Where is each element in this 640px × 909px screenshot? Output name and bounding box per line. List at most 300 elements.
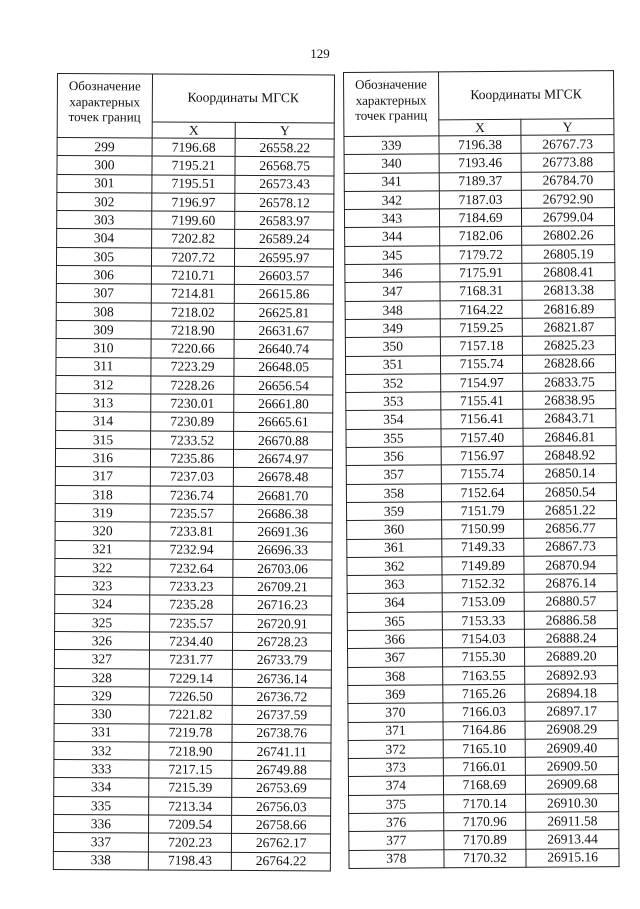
y-coordinate-cell: 26762.17	[232, 834, 331, 853]
x-coordinate-cell: 7229.14	[149, 669, 233, 688]
x-coordinate-cell: 7184.69	[439, 208, 522, 227]
x-coordinate-cell: 7234.40	[149, 632, 233, 651]
x-coordinate-cell: 7226.50	[149, 687, 233, 706]
table-row	[56, 320, 333, 340]
y-coordinate-cell: 26595.97	[235, 248, 334, 267]
x-coordinate-cell: 7209.54	[148, 815, 232, 834]
point-number-cell: 331	[54, 723, 149, 742]
y-coordinate-cell: 26799.04	[522, 208, 615, 227]
table-row	[56, 412, 333, 432]
y-coordinate-cell: 26625.81	[235, 303, 334, 322]
y-coordinate-cell: 26738.76	[232, 724, 331, 743]
point-number-cell: 342	[344, 191, 439, 210]
y-coordinate-cell: 26665.61	[234, 413, 333, 432]
y-coordinate-cell: 26909.68	[526, 775, 619, 794]
y-column-header: Y	[521, 119, 614, 136]
point-number-cell: 373	[348, 758, 443, 777]
x-coordinate-cell: 7230.89	[150, 412, 234, 431]
table-row	[347, 629, 617, 649]
x-coordinate-cell: 7156.97	[441, 446, 524, 465]
table-row	[345, 226, 615, 246]
x-coordinate-cell: 7235.86	[150, 449, 234, 468]
point-number-cell: 322	[55, 558, 150, 577]
y-coordinate-cell: 26583.97	[235, 212, 334, 231]
table-row	[54, 778, 331, 798]
x-coordinate-cell: 7218.90	[149, 742, 233, 761]
x-coordinate-cell: 7233.81	[150, 522, 234, 541]
point-number-cell: 338	[53, 851, 148, 870]
y-coordinate-cell: 26709.21	[233, 578, 332, 597]
x-coordinate-cell: 7232.94	[150, 541, 234, 560]
x-coordinate-cell: 7168.31	[440, 282, 523, 301]
table-row	[346, 391, 616, 411]
point-number-cell: 333	[54, 760, 149, 779]
point-number-cell: 324	[55, 595, 150, 614]
y-coordinate-cell: 26888.24	[525, 629, 618, 648]
x-coordinate-cell: 7175.91	[440, 263, 523, 282]
point-number-cell: 312	[56, 375, 151, 394]
y-coordinate-cell: 26805.19	[522, 244, 615, 263]
table-row	[57, 138, 334, 158]
x-coordinate-cell: 7164.86	[443, 721, 526, 740]
point-number-cell: 310	[56, 339, 151, 358]
table-row	[346, 409, 616, 429]
point-number-cell: 313	[56, 394, 151, 413]
y-coordinate-cell: 26825.23	[523, 336, 616, 355]
table-row	[57, 192, 334, 212]
y-coordinate-cell: 26886.58	[525, 610, 618, 629]
x-coordinate-cell: 7151.79	[441, 501, 524, 520]
y-coordinate-cell: 26833.75	[523, 372, 616, 391]
table-row	[344, 153, 614, 173]
table-row	[348, 647, 618, 667]
x-coordinate-cell: 7213.34	[148, 797, 232, 816]
table-row	[55, 503, 332, 523]
point-number-cell: 305	[56, 247, 151, 266]
x-coordinate-cell: 7235.57	[149, 614, 233, 633]
table-row	[56, 284, 333, 304]
point-number-cell: 306	[56, 266, 151, 285]
point-number-cell: 375	[349, 795, 444, 814]
x-coordinate-cell: 7189.37	[439, 172, 522, 191]
point-number-cell: 345	[345, 246, 440, 265]
table-row	[56, 339, 333, 359]
table-row	[344, 189, 614, 209]
x-coordinate-cell: 7218.02	[151, 303, 235, 322]
x-coordinate-cell: 7217.15	[149, 760, 233, 779]
y-coordinate-cell: 26792.90	[522, 189, 615, 208]
table-row	[347, 537, 617, 557]
x-coordinate-cell: 7166.01	[443, 757, 526, 776]
x-coordinate-cell: 7218.90	[151, 321, 235, 340]
x-coordinate-cell: 7170.96	[443, 812, 526, 831]
table-row	[54, 650, 331, 670]
x-coordinate-cell: 7193.46	[439, 154, 522, 173]
y-coordinate-cell: 26846.81	[523, 427, 616, 446]
x-coordinate-cell: 7235.28	[149, 595, 233, 614]
table-row	[347, 519, 617, 539]
table-row	[345, 263, 615, 283]
x-coordinate-cell: 7170.89	[444, 831, 527, 850]
y-coordinate-cell: 26880.57	[525, 592, 618, 611]
point-number-cell: 301	[57, 174, 152, 193]
y-coordinate-cell: 26870.94	[524, 555, 617, 574]
point-number-cell: 330	[54, 705, 149, 724]
x-coordinate-cell: 7155.74	[441, 465, 524, 484]
point-number-cell: 355	[346, 429, 441, 448]
page-number: 129	[310, 46, 330, 61]
point-number-cell: 360	[347, 520, 442, 539]
x-coordinate-cell: 7153.33	[442, 611, 525, 630]
x-coordinate-cell: 7233.23	[150, 577, 234, 596]
y-coordinate-cell: 26894.18	[525, 684, 618, 703]
y-coordinate-cell: 26910.30	[526, 793, 619, 812]
x-coordinate-cell: 7155.30	[442, 648, 525, 667]
point-number-cell: 377	[349, 831, 444, 850]
table-row	[56, 302, 333, 322]
table-body-right	[344, 135, 619, 869]
y-coordinate-cell: 26558.22	[235, 138, 334, 157]
point-number-cell: 367	[348, 648, 443, 667]
y-coordinate-cell: 26640.74	[234, 340, 333, 359]
x-coordinate-cell: 7150.99	[441, 519, 524, 538]
y-coordinate-cell: 26813.38	[522, 281, 615, 300]
table-row	[348, 738, 618, 758]
y-coordinate-cell: 26753.69	[232, 779, 331, 798]
x-coordinate-cell: 7228.26	[151, 376, 235, 395]
x-coordinate-cell: 7196.97	[152, 193, 236, 212]
point-number-cell: 300	[57, 156, 152, 175]
table-row	[346, 446, 616, 466]
point-number-cell: 376	[349, 813, 444, 832]
y-coordinate-cell: 26876.14	[524, 574, 617, 593]
y-coordinate-cell: 26678.48	[234, 468, 333, 487]
table-row	[347, 574, 617, 594]
x-coordinate-cell: 7154.97	[440, 373, 523, 392]
x-coordinate-cell: 7152.32	[442, 574, 525, 593]
x-coordinate-cell: 7179.72	[439, 245, 522, 264]
y-coordinate-cell: 26749.88	[232, 761, 331, 780]
y-coordinate-cell: 26728.23	[233, 632, 332, 651]
table-row	[54, 760, 331, 780]
x-coordinate-cell: 7237.03	[150, 467, 234, 486]
y-coordinate-cell: 26758.66	[232, 815, 331, 834]
y-coordinate-cell: 26648.05	[234, 358, 333, 377]
point-number-cell: 343	[344, 209, 439, 228]
y-coordinate-cell: 26736.14	[233, 669, 332, 688]
y-coordinate-cell: 26686.38	[234, 504, 333, 523]
x-coordinate-cell: 7157.40	[441, 428, 524, 447]
point-number-cell: 328	[54, 668, 149, 687]
table-row	[55, 449, 332, 469]
table-row	[54, 741, 331, 761]
y-coordinate-cell: 26909.50	[526, 757, 619, 776]
table-row	[56, 266, 333, 286]
table-row	[348, 720, 618, 740]
table-row	[344, 208, 614, 228]
y-coordinate-cell: 26838.95	[523, 391, 616, 410]
x-coordinate-cell: 7153.09	[442, 593, 525, 612]
x-coordinate-cell: 7196.38	[439, 135, 522, 154]
x-coordinate-cell: 7198.43	[148, 852, 232, 871]
point-designation-header: Обозначение характерных точек границ	[344, 72, 439, 137]
point-number-cell: 358	[346, 483, 441, 502]
x-coordinate-cell: 7215.39	[148, 778, 232, 797]
table-row	[54, 632, 331, 652]
table-row	[344, 171, 614, 191]
x-coordinate-cell: 7165.10	[443, 739, 526, 758]
y-coordinate-cell: 26691.36	[233, 523, 332, 542]
y-coordinate-cell: 26661.80	[234, 395, 333, 414]
point-number-cell: 334	[54, 778, 149, 797]
table-row	[349, 830, 619, 850]
y-coordinate-cell: 26589.24	[235, 230, 334, 249]
x-coordinate-cell: 7195.21	[152, 156, 236, 175]
point-number-cell: 357	[346, 465, 441, 484]
table-row	[55, 485, 332, 505]
point-number-cell: 321	[55, 540, 150, 559]
table-row	[57, 229, 334, 249]
y-coordinate-cell: 26909.40	[526, 738, 619, 757]
x-coordinate-cell: 7170.32	[444, 849, 527, 868]
point-number-cell: 319	[55, 503, 150, 522]
x-coordinate-cell: 7199.60	[151, 211, 235, 230]
y-coordinate-cell: 26696.33	[233, 541, 332, 560]
y-column-header: Y	[236, 122, 335, 139]
x-coordinate-cell: 7164.22	[440, 300, 523, 319]
table-row	[54, 814, 331, 834]
table-row	[346, 372, 616, 392]
x-coordinate-cell: 7159.25	[440, 318, 523, 337]
y-coordinate-cell: 26603.57	[235, 267, 334, 286]
y-coordinate-cell: 26802.26	[522, 226, 615, 245]
point-number-cell: 317	[55, 467, 150, 486]
x-coordinate-cell: 7210.71	[151, 266, 235, 285]
y-coordinate-cell: 26821.87	[523, 318, 616, 337]
x-coordinate-cell: 7168.69	[443, 776, 526, 795]
coordinates-table-right	[343, 70, 620, 869]
table-row	[347, 592, 617, 612]
point-number-cell: 323	[55, 577, 150, 596]
x-coordinate-cell: 7207.72	[151, 248, 235, 267]
y-coordinate-cell: 26670.88	[234, 431, 333, 450]
point-number-cell: 308	[56, 302, 151, 321]
x-coordinate-cell: 7157.18	[440, 337, 523, 356]
table-row	[54, 686, 331, 706]
point-number-cell: 325	[55, 613, 150, 632]
table-row	[345, 244, 615, 264]
x-coordinate-cell: 7182.06	[439, 227, 522, 246]
y-coordinate-cell: 26764.22	[232, 852, 331, 871]
point-number-cell: 302	[57, 192, 152, 211]
y-coordinate-cell: 26897.17	[525, 702, 618, 721]
y-coordinate-cell: 26674.97	[234, 449, 333, 468]
x-coordinate-cell: 7202.82	[151, 229, 235, 248]
x-column-header: X	[152, 122, 236, 138]
point-number-cell: 369	[348, 685, 443, 704]
point-number-cell: 318	[55, 485, 150, 504]
table-row	[57, 174, 334, 194]
table-row	[56, 430, 333, 450]
table-row	[53, 833, 330, 853]
table-row	[349, 848, 619, 868]
point-number-cell: 320	[55, 522, 150, 541]
y-coordinate-cell: 26656.54	[234, 376, 333, 395]
table-row	[54, 705, 331, 725]
table-row	[345, 336, 615, 356]
y-coordinate-cell: 26828.66	[523, 354, 616, 373]
point-number-cell: 352	[346, 374, 441, 393]
x-coordinate-cell: 7163.55	[442, 666, 525, 685]
point-number-cell: 339	[344, 136, 439, 155]
table-row	[345, 299, 615, 319]
table-row	[53, 851, 330, 871]
coordinates-header: Координаты МГСК	[438, 71, 614, 120]
point-number-cell: 364	[347, 593, 442, 612]
point-number-cell: 307	[56, 284, 151, 303]
point-number-cell: 336	[54, 814, 149, 833]
x-coordinate-cell: 7155.41	[441, 391, 524, 410]
x-coordinate-cell: 7196.68	[152, 138, 236, 157]
point-number-cell: 362	[347, 557, 442, 576]
point-number-cell: 368	[348, 666, 443, 685]
point-number-cell: 311	[56, 357, 151, 376]
point-number-cell: 303	[57, 211, 152, 230]
coordinates-header: Координаты МГСК	[152, 74, 334, 123]
point-number-cell: 370	[348, 703, 443, 722]
point-designation-header: Обозначение характерных точек границ	[57, 74, 152, 138]
table-row	[347, 610, 617, 630]
y-coordinate-cell: 26631.67	[235, 321, 334, 340]
y-coordinate-cell: 26568.75	[235, 157, 334, 176]
x-coordinate-cell: 7223.29	[151, 358, 235, 377]
table-row	[348, 665, 618, 685]
y-coordinate-cell: 26615.86	[235, 285, 334, 304]
table-row	[348, 702, 618, 722]
point-number-cell: 329	[54, 686, 149, 705]
x-coordinate-cell: 7214.81	[151, 284, 235, 303]
point-number-cell: 363	[347, 575, 442, 594]
y-coordinate-cell: 26741.11	[232, 742, 331, 761]
coordinates-table-left	[53, 73, 335, 871]
point-number-cell: 299	[57, 138, 152, 157]
y-coordinate-cell: 26915.16	[526, 848, 619, 867]
x-coordinate-cell: 7187.03	[439, 190, 522, 209]
x-coordinate-cell: 7152.64	[441, 483, 524, 502]
table-row	[57, 211, 334, 231]
y-coordinate-cell: 26856.77	[524, 519, 617, 538]
y-coordinate-cell: 26733.79	[233, 651, 332, 670]
table-row	[346, 464, 616, 484]
x-coordinate-cell: 7149.33	[442, 538, 525, 557]
point-number-cell: 348	[345, 301, 440, 320]
y-coordinate-cell: 26913.44	[526, 830, 619, 849]
table-row	[54, 668, 331, 688]
point-number-cell: 316	[55, 449, 150, 468]
x-coordinate-cell: 7202.23	[148, 833, 232, 852]
y-coordinate-cell: 26848.92	[524, 446, 617, 465]
point-number-cell: 359	[347, 502, 442, 521]
x-coordinate-cell: 7220.66	[151, 339, 235, 358]
table-row	[56, 247, 333, 267]
point-number-cell: 340	[344, 154, 439, 173]
x-coordinate-cell: 7195.51	[152, 175, 236, 194]
x-coordinate-cell: 7221.82	[149, 705, 233, 724]
table-row	[345, 318, 615, 338]
y-coordinate-cell: 26850.14	[524, 464, 617, 483]
x-coordinate-cell: 7235.57	[150, 504, 234, 523]
point-number-cell: 304	[57, 229, 152, 248]
y-coordinate-cell: 26867.73	[524, 537, 617, 556]
table-row	[55, 595, 332, 615]
table-row	[54, 796, 331, 816]
x-coordinate-cell: 7230.01	[151, 394, 235, 413]
y-coordinate-cell: 26703.06	[233, 559, 332, 578]
x-coordinate-cell: 7219.78	[149, 723, 233, 742]
table-row	[56, 394, 333, 414]
y-coordinate-cell: 26756.03	[232, 797, 331, 816]
x-coordinate-cell: 7233.52	[150, 431, 234, 450]
y-coordinate-cell: 26908.29	[525, 720, 618, 739]
table-row	[55, 577, 332, 597]
y-coordinate-cell: 26767.73	[521, 135, 614, 154]
table-row	[55, 467, 332, 487]
point-number-cell: 341	[344, 172, 439, 191]
table-row	[56, 375, 333, 395]
table-row	[348, 684, 618, 704]
table-row	[347, 555, 617, 575]
table-row	[345, 281, 615, 301]
x-coordinate-cell: 7155.74	[440, 355, 523, 374]
table-row	[348, 775, 618, 795]
y-coordinate-cell: 26681.70	[234, 486, 333, 505]
point-number-cell: 354	[346, 410, 441, 429]
table-row	[349, 812, 619, 832]
x-coordinate-cell: 7166.03	[443, 702, 526, 721]
point-number-cell: 337	[53, 833, 148, 852]
table-row	[349, 793, 619, 813]
point-number-cell: 344	[345, 227, 440, 246]
y-coordinate-cell: 26773.88	[521, 153, 614, 172]
table-row	[347, 501, 617, 521]
point-number-cell: 378	[349, 849, 444, 868]
point-number-cell: 346	[345, 264, 440, 283]
y-coordinate-cell: 26892.93	[525, 665, 618, 684]
point-number-cell: 351	[345, 355, 440, 374]
y-coordinate-cell: 26816.89	[522, 299, 615, 318]
point-number-cell: 349	[345, 319, 440, 338]
y-coordinate-cell: 26716.23	[233, 596, 332, 615]
point-number-cell: 353	[346, 392, 441, 411]
x-coordinate-cell: 7149.89	[442, 556, 525, 575]
table-row	[346, 427, 616, 447]
table-row	[55, 558, 332, 578]
point-number-cell: 366	[347, 630, 442, 649]
point-number-cell: 350	[345, 337, 440, 356]
point-number-cell: 356	[346, 447, 441, 466]
point-number-cell: 371	[348, 721, 443, 740]
table-row	[348, 757, 618, 777]
y-coordinate-cell: 26911.58	[526, 812, 619, 831]
y-coordinate-cell: 26851.22	[524, 501, 617, 520]
x-coordinate-cell: 7154.03	[442, 629, 525, 648]
y-coordinate-cell: 26573.43	[235, 175, 334, 194]
point-number-cell: 372	[348, 740, 443, 759]
table-row	[54, 723, 331, 743]
table-row	[56, 357, 333, 377]
point-number-cell: 309	[56, 320, 151, 339]
point-number-cell: 347	[345, 282, 440, 301]
